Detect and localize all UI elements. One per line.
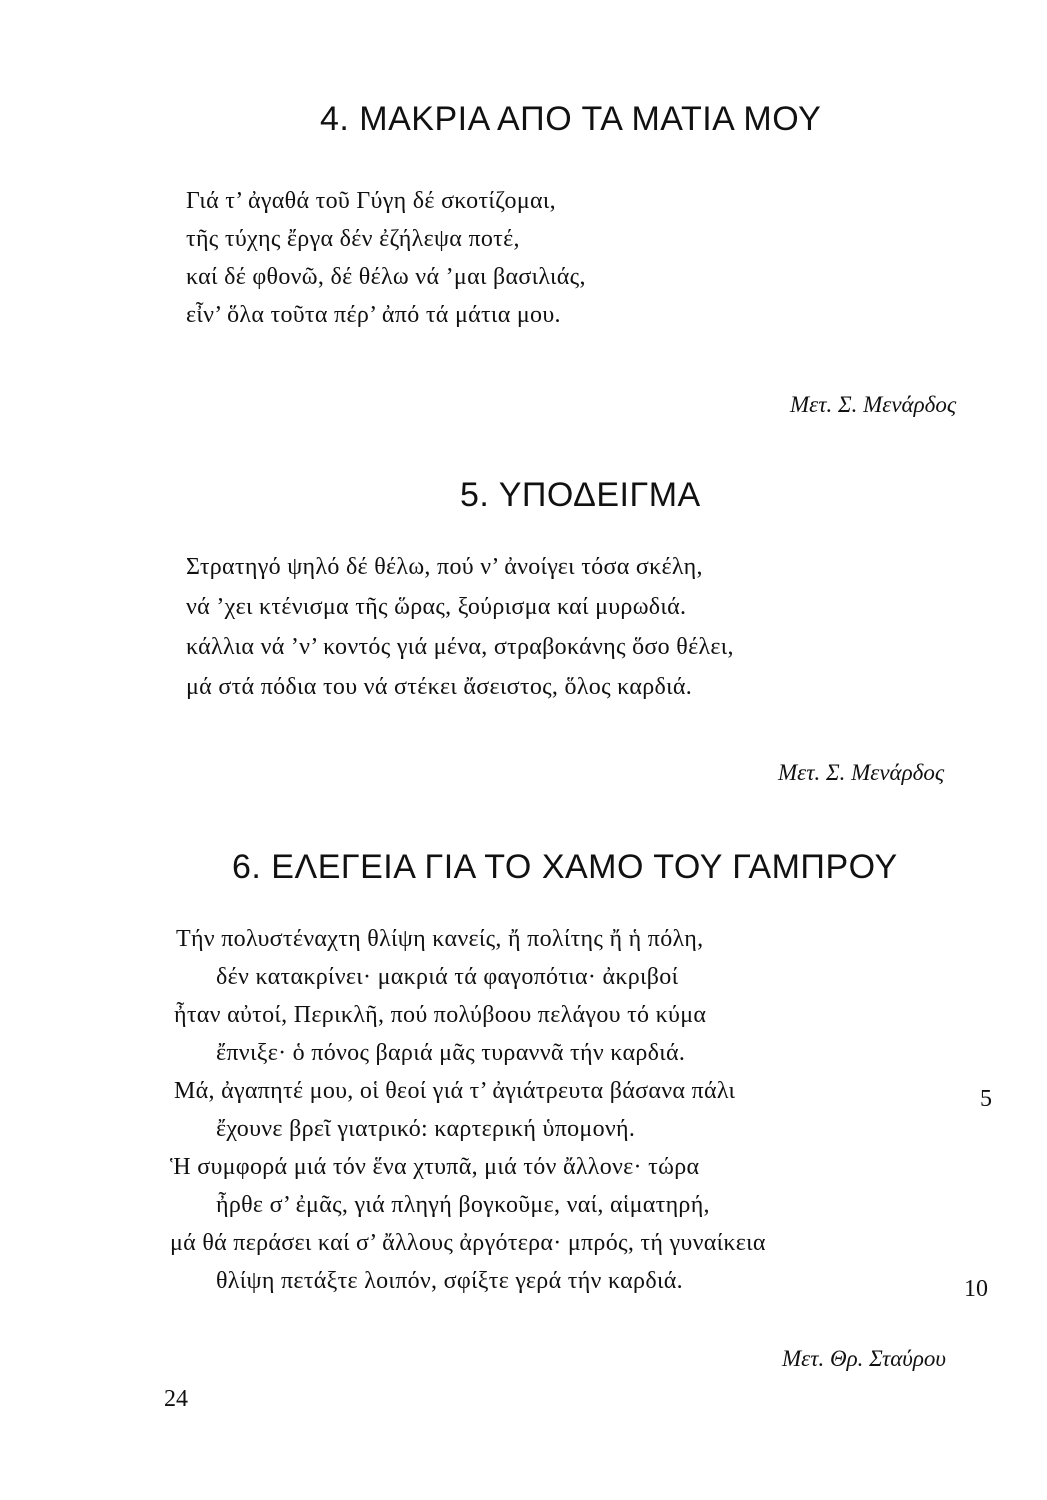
- poem-6-line-7: Ἡ συμφορά μιά τόν ἕνα χτυπᾶ, μιά τόν ἄλλονε· τώρα: [170, 1154, 700, 1180]
- poem-5-line-3: κάλλια νά ’ν’ κοντός γιά μένα, στραβοκάνης ὅσο θέλει,: [186, 634, 734, 660]
- poem-4-line-4: εἶν’ ὅλα τοῦτα πέρ’ ἀπό τά μάτια μου.: [186, 302, 561, 328]
- poem-4-line-1: Γιά τ’ ἀγαθά τοῦ Γύγη δέ σκοτίζομαι,: [186, 188, 556, 214]
- poem-6-line-5: Μά, ἀγαπητέ μου, οἱ θεοί γιά τ’ ἀγιάτρευτα βάσανα πάλι: [174, 1078, 736, 1104]
- line-number-10: 10: [964, 1276, 988, 1302]
- poem-4-line-3: καί δέ φθονῶ, δέ θέλω νά ’μαι βασιλιάς,: [186, 264, 586, 290]
- poem-6-title: 6. ΕΛΕΓΕΙΑ ΓΙΑ ΤΟ ΧΑΜΟ ΤΟΥ ΓΑΜΠΡΟΥ: [232, 848, 898, 886]
- poem-6-line-2: δέν κατακρίνει· μακριά τά φαγοπότια· ἀκριβοί: [216, 964, 679, 990]
- poem-6-translator: Μετ. Θρ. Σταύρου: [782, 1346, 946, 1371]
- poem-5-title: 5. ΥΠΟΔΕΙΓΜΑ: [460, 476, 701, 514]
- poem-5-translator: Μετ. Σ. Μενάρδος: [778, 760, 945, 785]
- poem-6-line-4: ἔπνιξε· ὁ πόνος βαριά μᾶς τυραννᾶ τήν καρδιά.: [216, 1040, 686, 1066]
- poem-4-line-2: τῆς τύχης ἔργα δέν ἐζήλεψα ποτέ,: [186, 226, 520, 252]
- page-number: 24: [164, 1386, 188, 1412]
- poem-4-translator: Μετ. Σ. Μενάρδος: [790, 392, 957, 417]
- poem-6-line-8: ἦρθε σ’ ἐμᾶς, γιά πληγή βογκοῦμε, ναί, αἱματηρή,: [216, 1192, 710, 1218]
- poem-6-line-6: ἔχουνε βρεῖ γιατρικό: καρτερική ὑπομονή.: [216, 1116, 636, 1142]
- poem-6-line-10: θλίψη πετάξτε λοιπόν, σφίξτε γερά τήν καρδιά.: [216, 1268, 683, 1294]
- line-number-5: 5: [980, 1086, 992, 1112]
- poem-4-title: 4. ΜΑΚΡΙΑ ΑΠΟ ΤΑ ΜΑΤΙΑ ΜΟΥ: [320, 100, 822, 138]
- poem-5-line-1: Στρατηγό ψηλό δέ θέλω, πού ν’ ἀνοίγει τόσα σκέλη,: [186, 554, 703, 580]
- poem-5-line-4: μά στά πόδια του νά στέκει ἄσειστος, ὅλος καρδιά.: [186, 674, 693, 700]
- poem-6-line-9: μά θά περάσει καί σ’ ἄλλους ἀργότερα· μπρός, τή γυναίκεια: [170, 1230, 766, 1256]
- poem-5-line-2: νά ’χει κτένισμα τῆς ὥρας, ξούρισμα καί μυρωδιά.: [186, 594, 687, 620]
- poem-6-line-3: ἦταν αὐτοί, Περικλῆ, πού πολύβοου πελάγου τό κύμα: [174, 1002, 707, 1028]
- poem-6-line-1: Τήν πολυστέναχτη θλίψη κανείς, ἤ πολίτης ἤ ἡ πόλη,: [176, 926, 704, 952]
